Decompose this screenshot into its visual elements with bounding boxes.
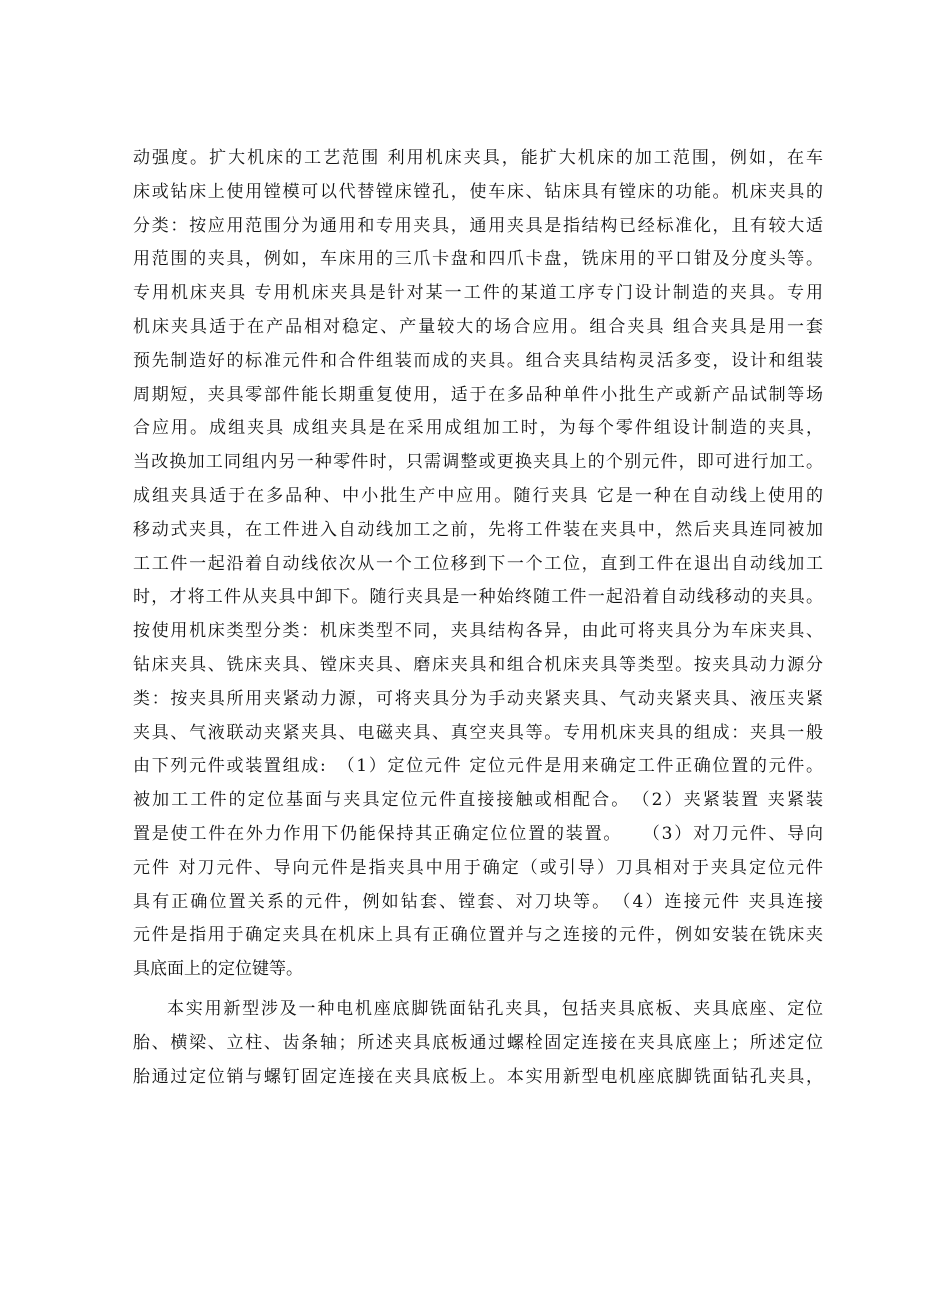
text-line: 预先制造好的标准元件和合件组装而成的夹具。组合夹具结构灵活多变，设计和组装	[133, 350, 823, 371]
text-line: 具底面上的定位键等。	[133, 959, 303, 980]
text-line: 被加工工件的定位基面与夹具定位元件直接接触或相配合。 （2）夹紧装置 夹紧装	[133, 790, 823, 811]
text-line: 按使用机床类型分类：机床类型不同，夹具结构各异，由此可将夹具分为车床夹具、	[133, 621, 823, 642]
text-line: 置是使工件在外力作用下仍能保持其正确定位位置的装置。 （3）对刀元件、导向	[133, 823, 823, 844]
body-text	[133, 142, 823, 1094]
text-line: 胎通过定位销与螺钉固定连接在夹具底板上。本实用新型电机座底脚铣面钻孔夹具，	[133, 1066, 823, 1087]
text-line: 分类：按应用范围分为通用和专用夹具，通用夹具是指结构已经标准化，且有较大适	[133, 215, 823, 236]
text-line: 胎、横梁、立柱、齿条轴；所述夹具底板通过螺栓固定连接在夹具底座上；所述定位	[133, 1032, 823, 1053]
text-line: 合应用。成组夹具 成组夹具是在采用成组加工时，为每个零件组设计制造的夹具，	[133, 418, 823, 439]
text-line: 由下列元件或装置组成: （1）定位元件 定位元件是用来确定工件正确位置的元件。	[133, 756, 823, 777]
text-line: 类：按夹具所用夹紧动力源，可将夹具分为手动夹紧夹具、气动夹紧夹具、液压夹紧	[133, 688, 823, 709]
paragraph-2	[133, 993, 823, 1094]
text-line: 移动式夹具，在工件进入自动线加工之前，先将工件装在夹具中，然后夹具连同被加	[133, 519, 823, 540]
text-line: 夹具、气液联动夹紧夹具、电磁夹具、真空夹具等。专用机床夹具的组成：夹具一般	[133, 722, 823, 743]
text-line: 具有正确位置关系的元件，例如钻套、镗套、对刀块等。 （4）连接元件 夹具连接	[133, 891, 823, 912]
text-line: 钻床夹具、铣床夹具、镗床夹具、磨床夹具和组合机床夹具等类型。按夹具动力源分	[133, 654, 823, 675]
text-line: 元件是指用于确定夹具在机床上具有正确位置并与之连接的元件，例如安装在铣床夹	[133, 925, 823, 946]
text-line: 当改换加工同组内另一种零件时，只需调整或更换夹具上的个别元件，即可进行加工。	[133, 452, 823, 473]
text-line: 时，才将工件从夹具中卸下。随行夹具是一种始终随工件一起沿着自动线移动的夹具。	[133, 587, 823, 608]
text-line: 用范围的夹具，例如，车床用的三爪卡盘和四爪卡盘，铣床用的平口钳及分度头等。	[133, 249, 823, 270]
text-line: 周期短，夹具零部件能长期重复使用，适于在多品种单件小批生产或新产品试制等场	[133, 384, 823, 405]
text-line: 元件 对刀元件、导向元件是指夹具中用于确定（或引导）刀具相对于夹具定位元件	[133, 857, 823, 878]
text-line: 成组夹具适于在多品种、中小批生产中应用。随行夹具 它是一种在自动线上使用的	[133, 485, 823, 506]
text-line: 机床夹具适于在产品相对稳定、产量较大的场合应用。组合夹具 组合夹具是用一套	[133, 316, 823, 337]
text-line: 本实用新型涉及一种电机座底脚铣面钻孔夹具，包括夹具底板、夹具底座、定位	[167, 998, 823, 1019]
text-line: 床或钻床上使用镗模可以代替镗床镗孔，使车床、钻床具有镗床的功能。机床夹具的	[133, 181, 823, 202]
text-line: 专用机床夹具 专用机床夹具是针对某一工件的某道工序专门设计制造的夹具。专用	[133, 283, 823, 304]
paragraph-1	[133, 142, 823, 987]
text-line: 工工件一起沿着自动线依次从一个工位移到下一个工位，直到工件在退出自动线加工	[133, 553, 823, 574]
text-line: 动强度。扩大机床的工艺范围 利用机床夹具，能扩大机床的加工范围，例如，在车	[133, 148, 823, 168]
